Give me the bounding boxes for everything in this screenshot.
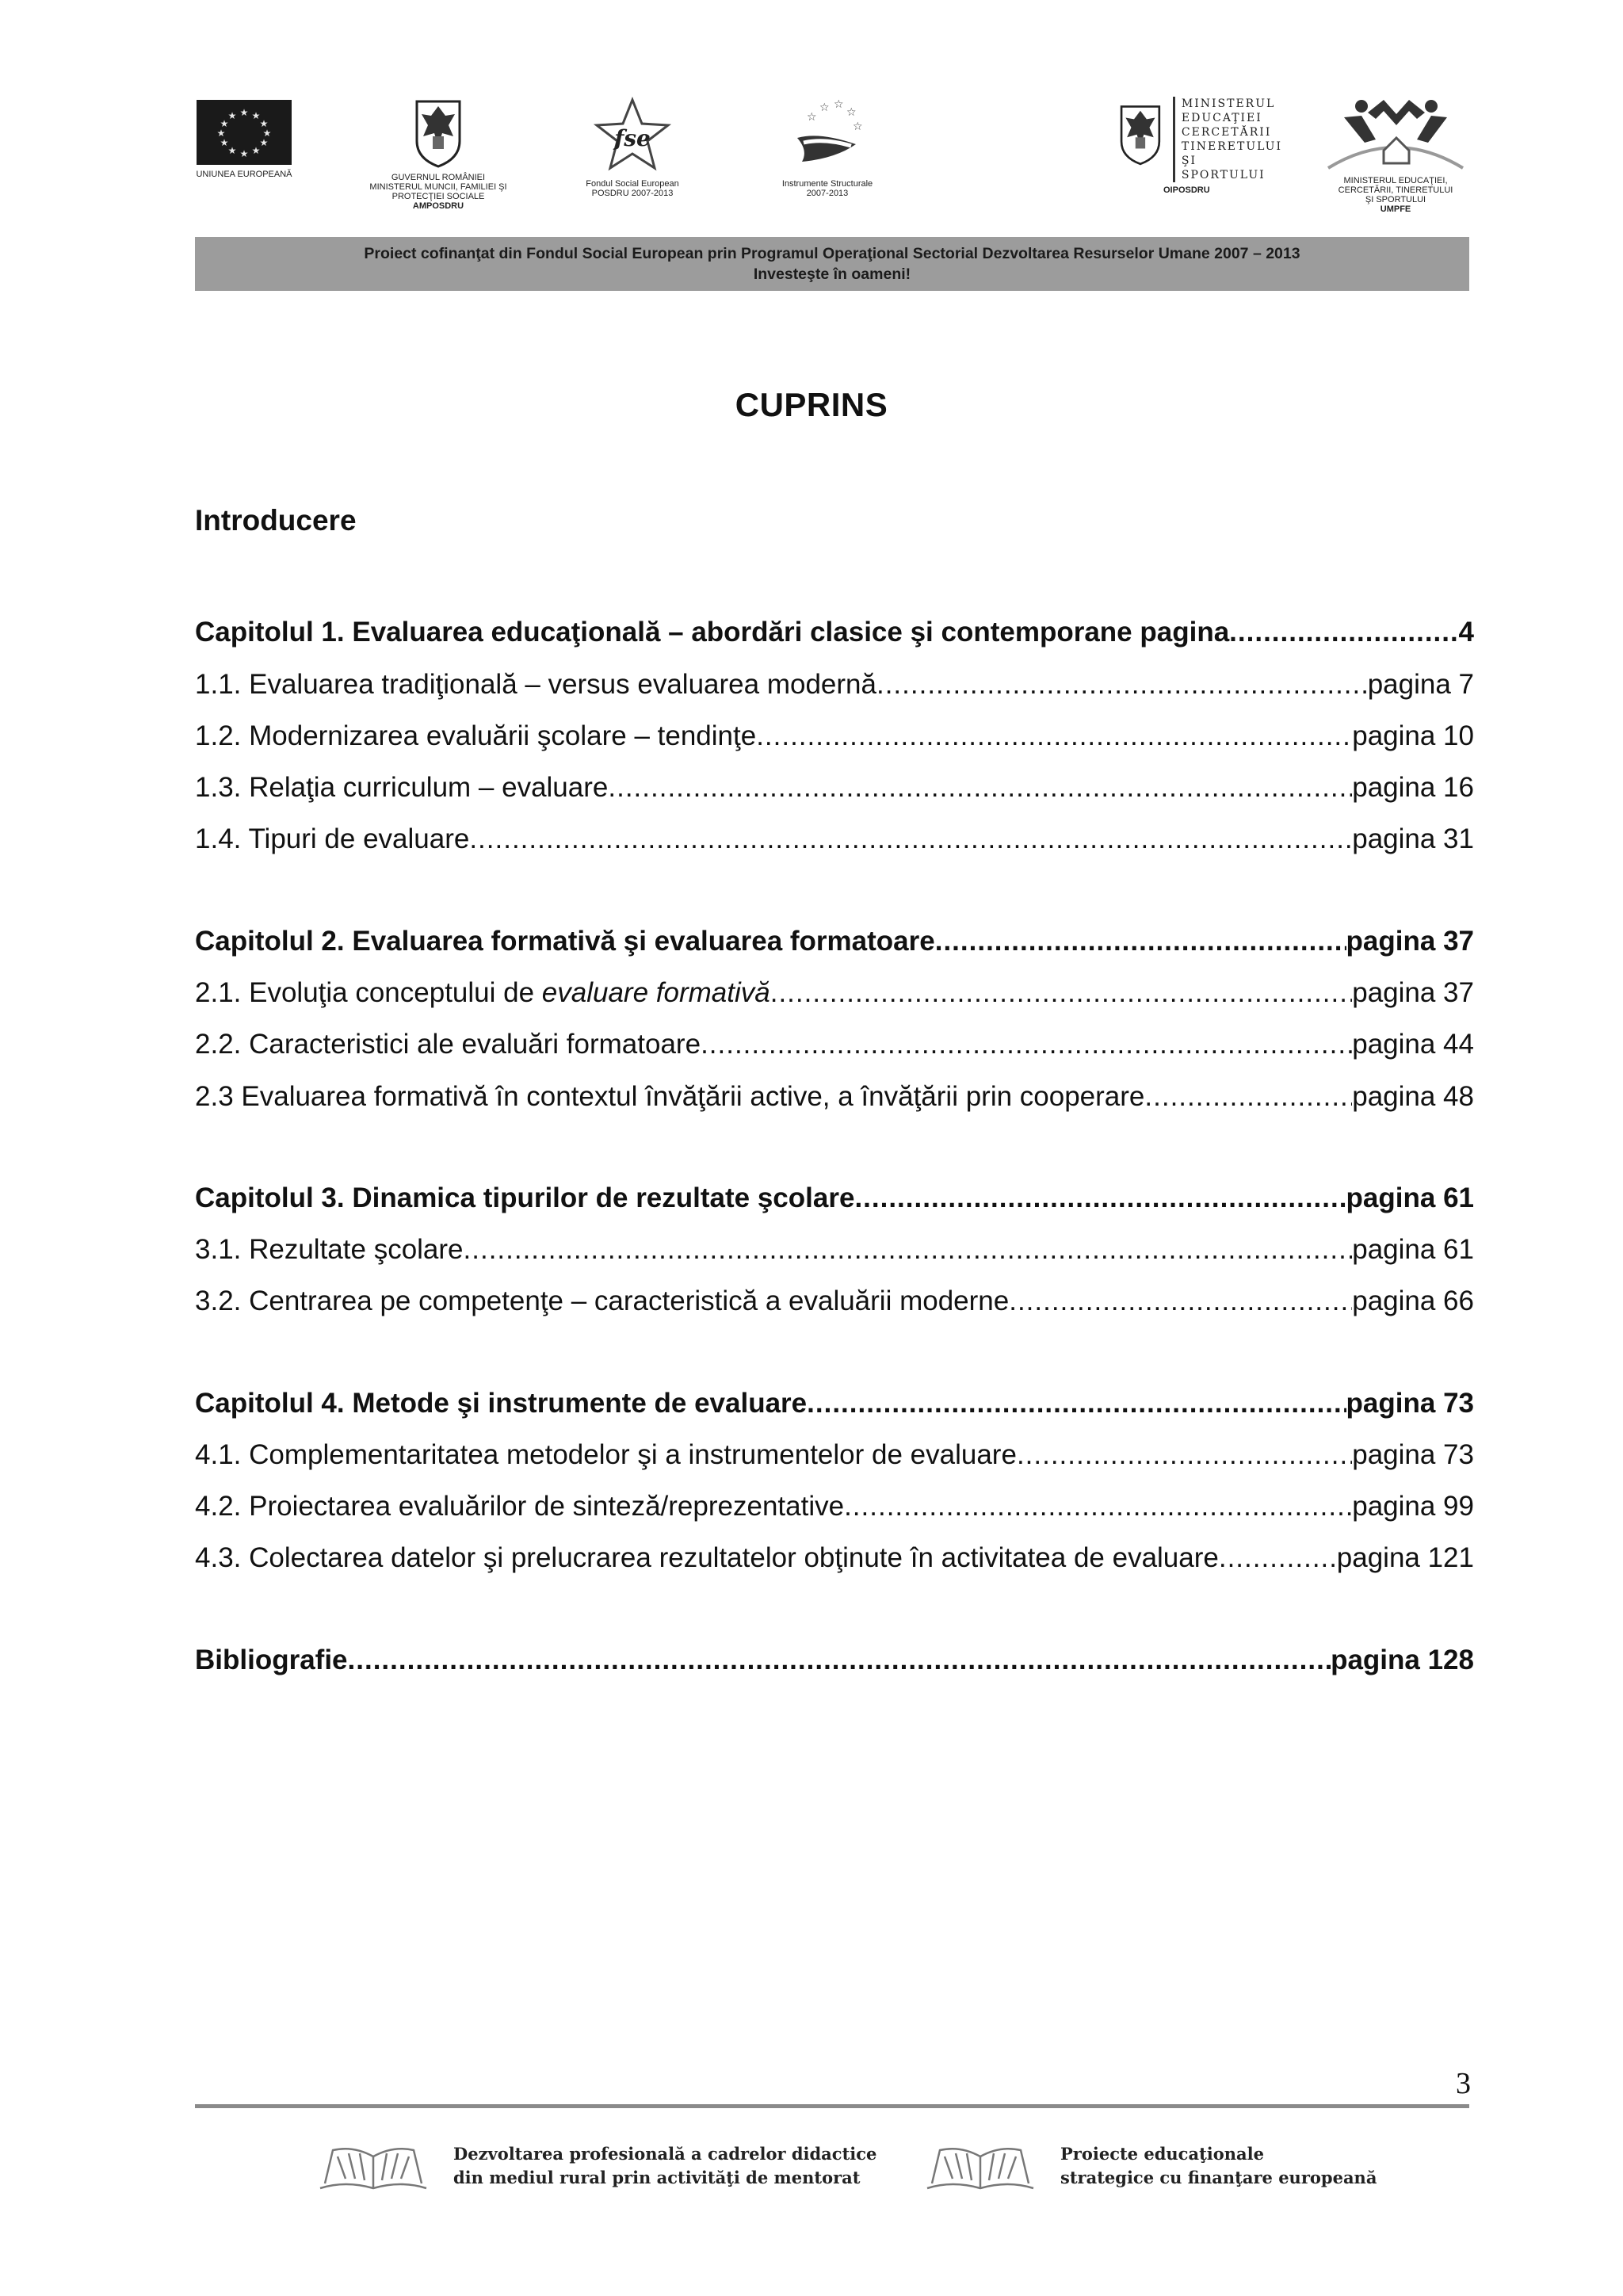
toc-label: Capitolul 4. Metode şi instrumente de evaluare [195, 1388, 808, 1419]
svg-text:★: ★ [262, 128, 272, 139]
toc-label: 1.1. Evaluarea tradiţională – versus evaluarea modernă [195, 669, 876, 700]
eu-flag-logo [189, 100, 300, 179]
toc-leader [608, 772, 1352, 804]
toc-label: 2.3 Evaluarea formativă în contextul învăţării active, a învăţării prin cooperare [195, 1081, 1145, 1112]
logo-caption: UMPFE [1380, 204, 1411, 214]
toc-label: 2.2. Caracteristici ale evaluări formatoare [195, 1029, 701, 1060]
toc-leader [1144, 1081, 1352, 1113]
toc-italic-term: evaluare formativă [541, 977, 770, 1008]
svg-text:★: ★ [239, 107, 249, 118]
toc-section[interactable] [195, 1484, 1474, 1522]
toc-leader [807, 1388, 1346, 1419]
logo-caption: OIPOSDRU [1163, 185, 1210, 195]
footer-text-line: Dezvoltarea profesională a cadrelor didactice [453, 2144, 877, 2164]
umpfe-logo [1312, 95, 1479, 214]
ministry-name-line: ŞI SPORTULUI [1181, 155, 1266, 181]
page-title: CUPRINS [735, 386, 888, 423]
toc-chapter[interactable] [195, 610, 1474, 648]
structural-instruments-icon [788, 97, 867, 173]
toc-chapter[interactable] [195, 1381, 1474, 1419]
toc-label: Capitolul 2. Evaluarea formativă şi evaluarea formatoare [195, 926, 935, 957]
svg-text:fse: fse [614, 125, 651, 151]
ministry-name-line: TINERETULUI [1181, 140, 1282, 153]
toc-label: 1.3. Relaţia curriculum – evaluare [195, 772, 609, 803]
toc-section[interactable] [195, 663, 1474, 701]
toc-page: pagina 61 [1346, 1182, 1474, 1213]
logo-caption: POSDRU 2007-2013 [591, 189, 674, 198]
svg-text:★: ★ [259, 137, 269, 148]
eu-stars-icon [197, 100, 292, 165]
toc-leader [844, 1491, 1352, 1522]
toc-label: 3.2. Centrarea pe competenţe – caracteristică a evaluării moderne [195, 1286, 1010, 1316]
umpfe-figures-icon [1320, 95, 1471, 171]
footer-text-line: din mediul rural prin activităţi de mentorat [453, 2168, 861, 2187]
toc-page: pagina 121 [1336, 1542, 1474, 1573]
toc-leader [1219, 1542, 1337, 1574]
toc-label: 4.1. Complementaritatea metodelor şi a instrumentelor de evaluare [195, 1439, 1017, 1470]
footer-text-line: strategice cu finanţare europeană [1060, 2168, 1377, 2187]
svg-text:☆: ☆ [807, 111, 817, 124]
logo-caption: Instrumente Structurale [781, 179, 873, 189]
ministry-name-line: CERCETĂRII [1181, 126, 1272, 139]
logo-caption: MINISTERUL EDUCAŢIEI, [1343, 176, 1448, 185]
toc-section[interactable] [195, 1022, 1474, 1060]
toc-chapter[interactable] [195, 919, 1474, 957]
eagle-crest-icon [1116, 97, 1165, 170]
toc-label: 2.1. Evoluţia conceptului de evaluare formativă [195, 977, 770, 1008]
toc-bibliography[interactable] [195, 1638, 1474, 1676]
toc-leader [935, 926, 1346, 957]
ministry-name-line: EDUCAŢIEI [1181, 112, 1262, 124]
banner-line: Proiect cofinanţat din Fondul Social European prin Programul Operaţional Sectorial Dezvoltarea Resurselor Umane 2007 – 2013 [364, 245, 1300, 262]
toc-introduction: Introducere [195, 504, 357, 537]
toc-page: pagina 128 [1331, 1645, 1474, 1675]
toc-leader [854, 1182, 1346, 1214]
banner-slogan: Investeşte în oameni! [753, 266, 911, 283]
fse-star-logo [569, 97, 696, 198]
svg-text:★: ★ [239, 148, 249, 159]
toc-page: pagina 73 [1352, 1439, 1474, 1470]
logo-caption: PROTECŢIEI SOCIALE [391, 192, 485, 201]
logo-caption: 2007-2013 [806, 189, 849, 198]
toc-page: pagina 44 [1352, 1029, 1474, 1060]
footer-project-left [314, 2136, 876, 2196]
toc-page: pagina 31 [1352, 823, 1474, 854]
toc-leader [469, 823, 1352, 855]
toc-section[interactable] [195, 1433, 1474, 1471]
project-banner [195, 237, 1469, 291]
svg-text:☆: ☆ [819, 101, 830, 114]
svg-text:☆: ☆ [834, 98, 844, 111]
svg-text:★: ★ [251, 145, 261, 156]
toc-label: 4.3. Colectarea datelor şi prelucrarea rezultatelor obţinute în activitatea de evaluare [195, 1542, 1219, 1573]
open-book-icon [921, 2136, 1040, 2196]
instrumente-structurale-logo [764, 97, 891, 198]
toc-label: 1.2. Modernizarea evaluării şcolare – tendinţe [195, 720, 757, 751]
toc-leader [348, 1645, 1331, 1676]
svg-text:★: ★ [216, 128, 226, 139]
logo-caption: CERCETĂRII, TINERETULUI [1338, 185, 1453, 195]
gov-romania-crest-logo [363, 95, 514, 211]
svg-text:★: ★ [220, 118, 229, 129]
toc-leader [464, 1234, 1353, 1266]
toc-label: Capitolul 1. Evaluarea educaţională – abordări clasice şi contemporane pagina [195, 617, 1230, 648]
logo-caption: UNIUNEA EUROPEANĂ [196, 170, 292, 179]
toc-page: pagina 99 [1352, 1491, 1474, 1522]
toc-section[interactable] [195, 766, 1474, 804]
page-number: 3 [1456, 2067, 1471, 2100]
toc-page: pagina 61 [1352, 1234, 1474, 1265]
toc-label: 1.4. Tipuri de evaluare [195, 823, 470, 854]
open-book-icon [314, 2136, 433, 2196]
toc-page: pagina 73 [1346, 1388, 1474, 1419]
toc-section[interactable] [195, 714, 1474, 752]
toc-page: pagina 7 [1367, 669, 1474, 700]
svg-text:★: ★ [227, 145, 237, 156]
footer-text-line: Proiecte educaţionale [1060, 2144, 1264, 2164]
toc-leader [756, 720, 1352, 752]
toc-label: 4.2. Proiectarea evaluărilor de sinteză/reprezentative [195, 1491, 845, 1522]
logo-caption: GUVERNUL ROMÂNIEI [391, 173, 486, 182]
fse-star-icon [593, 97, 672, 173]
toc-leader [770, 977, 1353, 1009]
logo-caption: MINISTERUL MUNCII, FAMILIEI ŞI [369, 182, 507, 192]
svg-text:☆: ☆ [846, 106, 857, 119]
svg-text:★: ★ [227, 110, 237, 121]
toc-leader [876, 669, 1368, 701]
ministry-name-line: MINISTERUL [1181, 97, 1276, 110]
toc-section[interactable] [195, 817, 1474, 855]
toc-leader [1229, 617, 1458, 648]
toc-page: pagina 37 [1346, 926, 1474, 957]
toc-section[interactable] [195, 1228, 1474, 1266]
toc-page: pagina 66 [1352, 1286, 1474, 1316]
svg-text:★: ★ [251, 110, 261, 121]
toc-chapter[interactable] [195, 1176, 1474, 1214]
toc-section[interactable] [195, 1536, 1474, 1574]
svg-text:★: ★ [220, 137, 229, 148]
footer-project-right [921, 2136, 1377, 2196]
logo-caption: ŞI SPORTULUI [1365, 195, 1426, 204]
toc-page: pagina 48 [1352, 1081, 1474, 1112]
toc-label: 3.1. Rezultate şcolare [195, 1234, 464, 1265]
toc-label: Capitolul 3. Dinamica tipurilor de rezultate şcolare [195, 1182, 855, 1213]
toc-page: 4 [1458, 617, 1474, 648]
logo-caption: AMPOSDRU [412, 201, 464, 211]
svg-text:☆: ☆ [853, 120, 863, 133]
logo-caption: Fondul Social European [586, 179, 679, 189]
footer-divider [195, 2104, 1469, 2108]
toc-section[interactable] [195, 1075, 1474, 1113]
toc-page: pagina 10 [1352, 720, 1474, 751]
toc-leader [1017, 1439, 1352, 1471]
toc-section[interactable] [195, 971, 1474, 1009]
toc-label: Bibliografie [195, 1645, 348, 1675]
svg-text:★: ★ [259, 118, 269, 129]
eagle-crest-icon [411, 95, 466, 168]
toc-leader [701, 1029, 1352, 1060]
toc-leader [1009, 1286, 1352, 1317]
toc-page: pagina 16 [1352, 772, 1474, 803]
toc-page: pagina 37 [1352, 977, 1474, 1008]
ministry-crest-logo [1116, 97, 1282, 195]
toc-section[interactable] [195, 1279, 1474, 1317]
